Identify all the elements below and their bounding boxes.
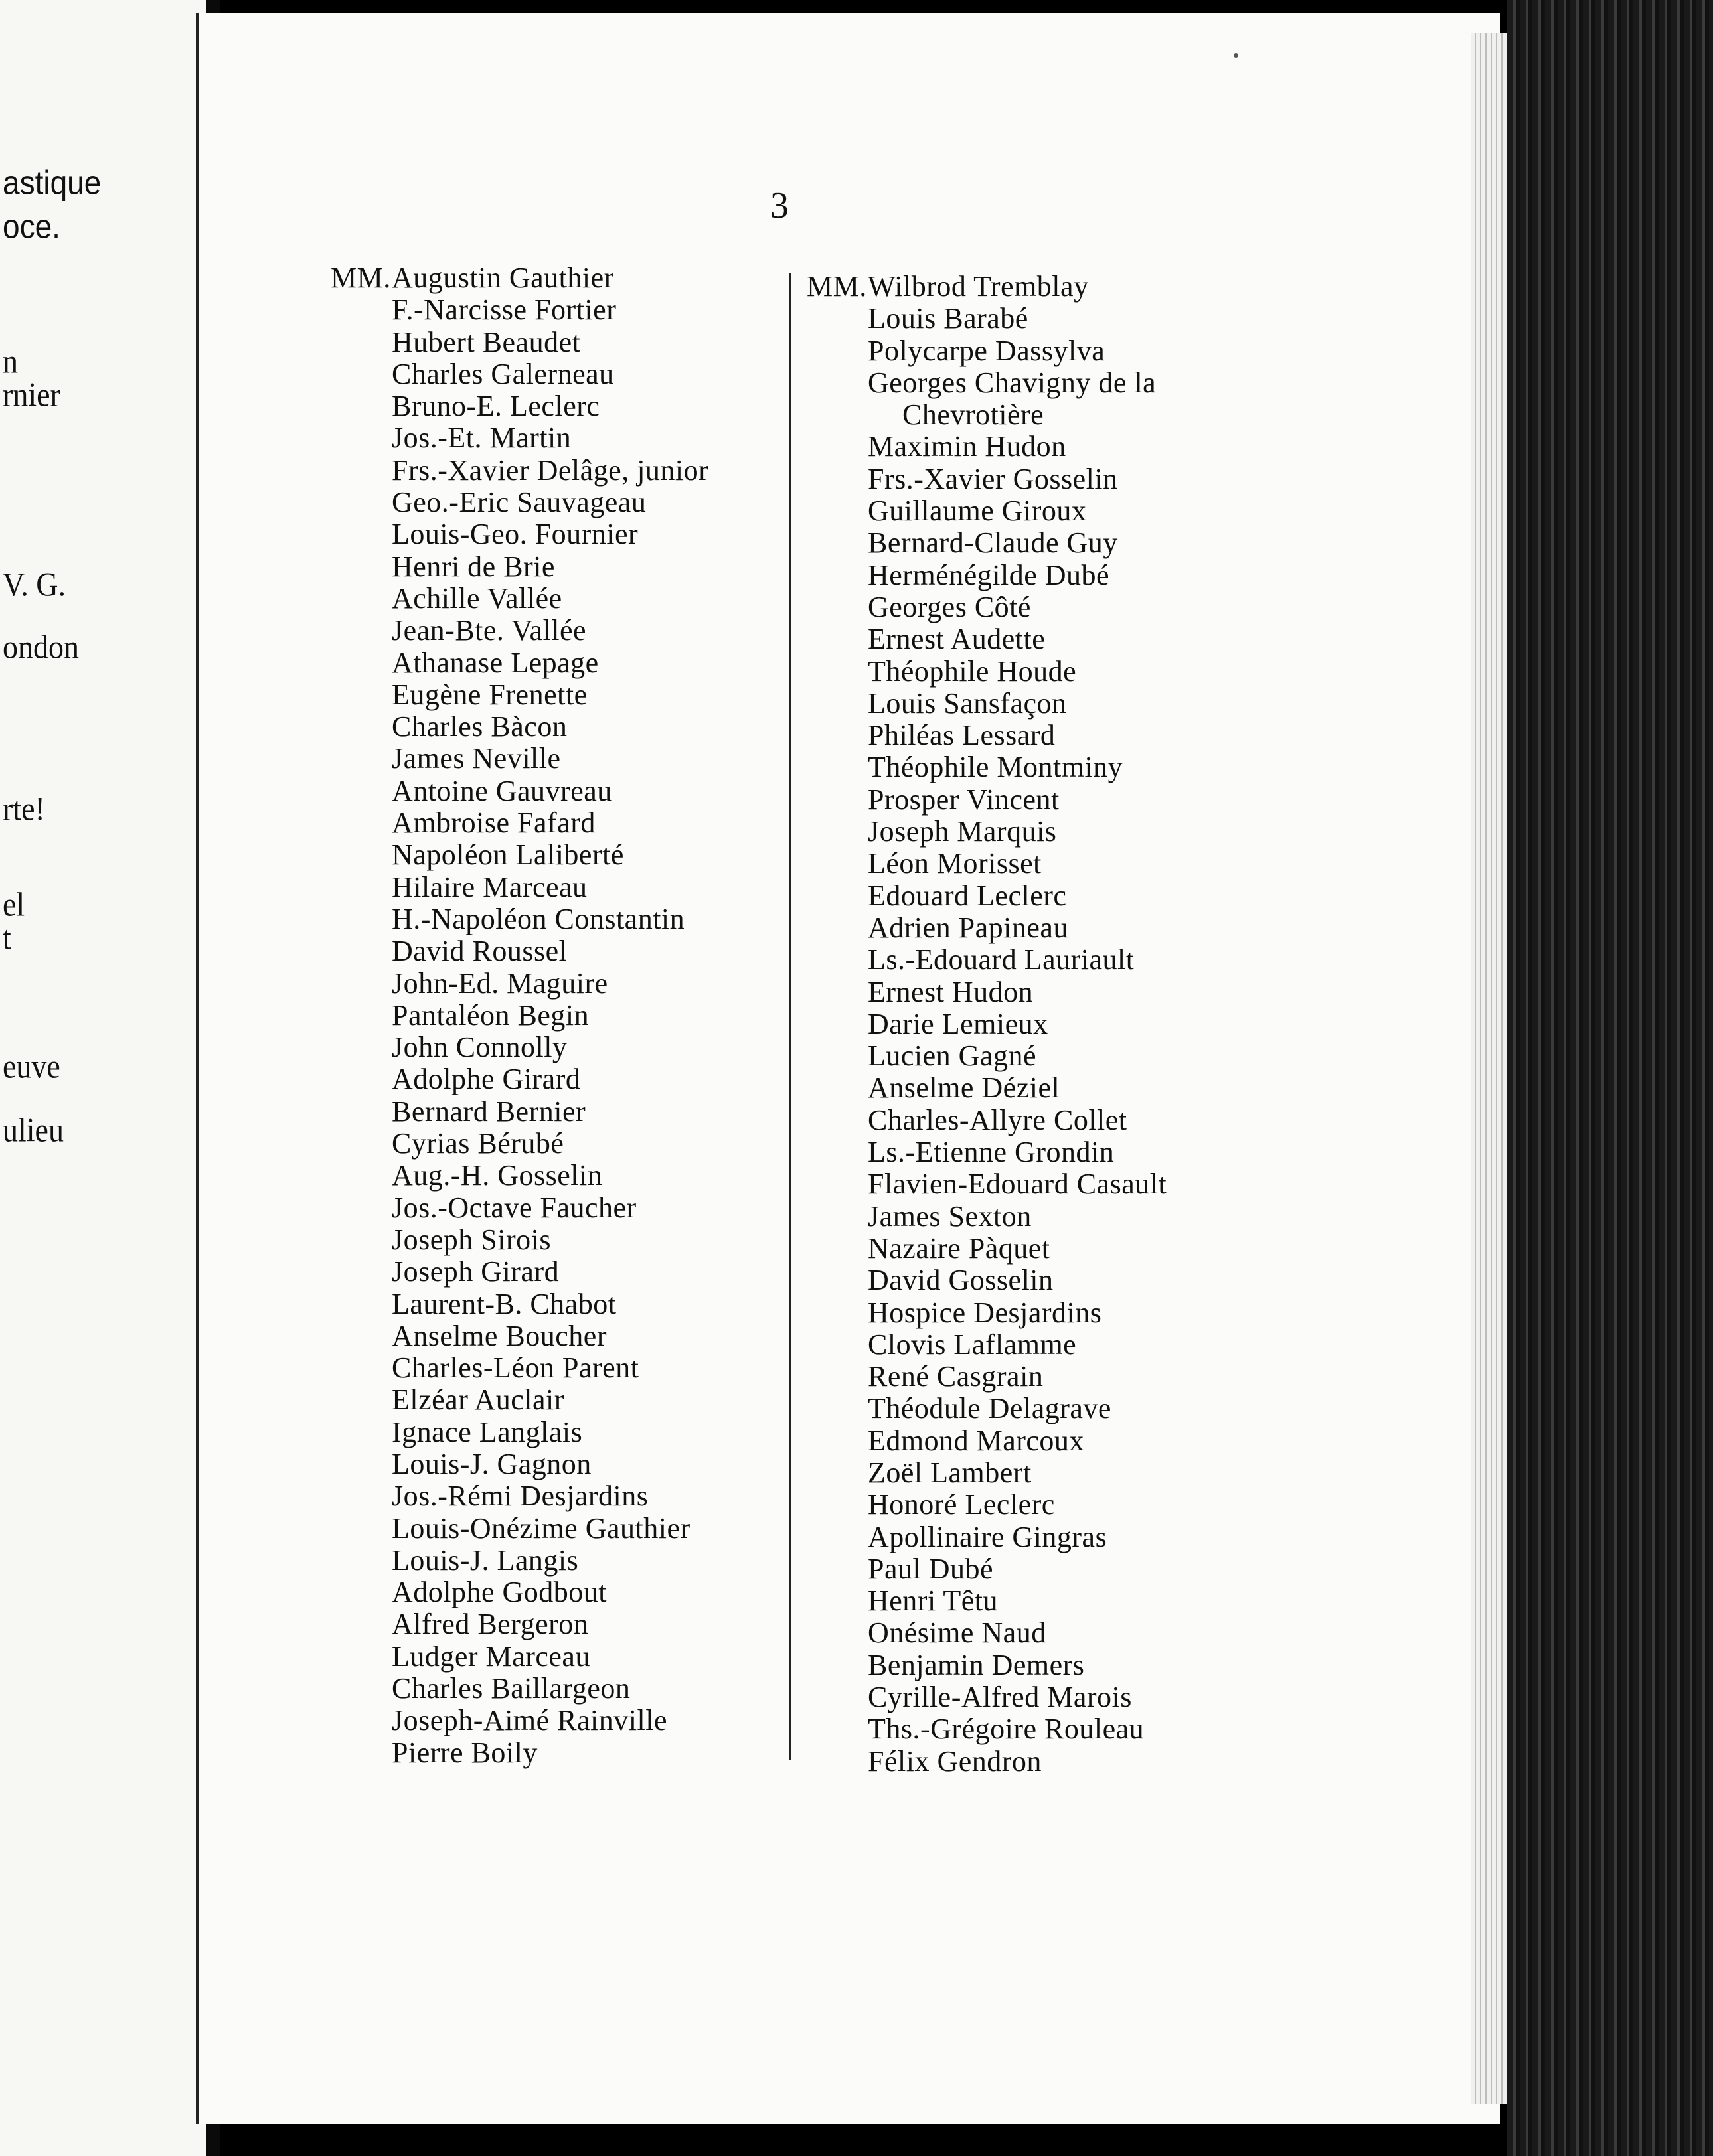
name-entry bbox=[331, 679, 708, 711]
name-entry bbox=[331, 1192, 708, 1224]
person-name: Théophile Houde bbox=[868, 654, 1077, 688]
name-entry bbox=[807, 303, 1167, 335]
person-name: Bernard Bernier bbox=[392, 1095, 586, 1128]
person-name: John Connolly bbox=[392, 1031, 568, 1064]
person-name: Joseph Marquis bbox=[868, 815, 1057, 848]
name-entry bbox=[807, 1425, 1167, 1457]
person-name: Eugène Frenette bbox=[392, 678, 588, 711]
person-name: Honoré Leclerc bbox=[868, 1488, 1055, 1521]
name-entry bbox=[807, 1265, 1167, 1296]
name-entry bbox=[807, 720, 1167, 751]
name-entry bbox=[807, 912, 1167, 944]
person-name: Charles Galerneau bbox=[392, 357, 614, 390]
person-name: Jos.-Et. Martin bbox=[392, 422, 572, 455]
name-entry bbox=[331, 327, 708, 358]
person-name: Polycarpe Dassylva bbox=[868, 334, 1105, 367]
person-name: Henri Têtu bbox=[868, 1584, 999, 1618]
person-name: Cyrias Bérubé bbox=[392, 1127, 564, 1160]
person-name: Anselme Déziel bbox=[868, 1071, 1060, 1105]
person-name: James Sexton bbox=[868, 1199, 1032, 1233]
person-name: Herménégilde Dubé bbox=[868, 558, 1110, 591]
name-entry bbox=[331, 1384, 708, 1416]
name-entry bbox=[807, 1072, 1167, 1104]
person-name: Ludger Marceau bbox=[392, 1640, 590, 1673]
person-name: Joseph Girard bbox=[392, 1255, 560, 1288]
name-entry bbox=[331, 390, 708, 422]
name-entry bbox=[807, 1329, 1167, 1361]
name-entry bbox=[331, 1673, 708, 1705]
name-entry bbox=[331, 711, 708, 743]
person-name: Jos.-Rémi Desjardins bbox=[392, 1480, 649, 1513]
name-entry bbox=[331, 487, 708, 518]
left-fragment: t bbox=[3, 919, 11, 957]
name-entry bbox=[331, 1448, 708, 1480]
name-entry bbox=[807, 1105, 1167, 1136]
name-entry bbox=[331, 872, 708, 903]
name-entry bbox=[807, 527, 1167, 559]
person-name: Clovis Laflamme bbox=[868, 1328, 1077, 1361]
name-entry bbox=[807, 784, 1167, 816]
name-entry bbox=[807, 944, 1167, 976]
person-name: Louis Sansfaçon bbox=[868, 686, 1067, 720]
person-name: Antoine Gauvreau bbox=[392, 774, 612, 807]
person-name: Georges Côté bbox=[868, 590, 1031, 623]
name-entry bbox=[331, 1128, 708, 1160]
left-fragment: ulieu bbox=[3, 1111, 64, 1149]
person-name: Ernest Hudon bbox=[868, 975, 1034, 1008]
person-name: F.-Narcisse Fortier bbox=[392, 293, 617, 327]
name-entry bbox=[331, 1545, 708, 1577]
left-fragment: oce. bbox=[3, 207, 60, 246]
name-entry bbox=[807, 976, 1167, 1008]
person-name: Anselme Boucher bbox=[392, 1319, 607, 1352]
person-name: Georges Chavigny de la bbox=[868, 366, 1157, 399]
name-entry bbox=[807, 1457, 1167, 1489]
name-entry bbox=[807, 623, 1167, 655]
name-entry bbox=[331, 551, 708, 583]
person-name: John-Ed. Maguire bbox=[392, 966, 608, 1000]
name-entry bbox=[807, 1489, 1167, 1521]
person-name: Prosper Vincent bbox=[868, 783, 1060, 816]
person-name: Achille Vallée bbox=[392, 581, 562, 615]
name-entry bbox=[331, 1352, 708, 1384]
name-entry bbox=[807, 1393, 1167, 1424]
name-entry bbox=[331, 1705, 708, 1736]
honorific-prefix: MM. bbox=[331, 262, 391, 294]
name-entry bbox=[807, 1585, 1167, 1617]
name-entry bbox=[807, 1713, 1167, 1745]
name-entry bbox=[331, 1032, 708, 1063]
left-fragment: ondon bbox=[3, 628, 79, 666]
person-name: Charles Bàcon bbox=[392, 710, 568, 743]
name-entry bbox=[331, 839, 708, 871]
person-name: Adolphe Girard bbox=[392, 1063, 581, 1096]
name-entry bbox=[807, 591, 1167, 623]
name-entry bbox=[807, 1617, 1167, 1649]
name-entry bbox=[807, 1008, 1167, 1040]
person-name: Louis-J. Gagnon bbox=[392, 1447, 592, 1480]
person-name: Maximin Hudon bbox=[868, 430, 1066, 463]
person-name: Adolphe Godbout bbox=[392, 1576, 608, 1609]
person-name: Hospice Desjardins bbox=[868, 1296, 1102, 1329]
left-fragment: el bbox=[3, 886, 25, 923]
name-entry bbox=[807, 399, 1167, 431]
person-name: Jean-Bte. Vallée bbox=[392, 614, 587, 647]
person-name: Pantaléon Begin bbox=[392, 998, 590, 1032]
name-entry bbox=[807, 1553, 1167, 1585]
name-entry bbox=[331, 968, 708, 1000]
name-entry bbox=[807, 688, 1167, 720]
name-entry bbox=[807, 1297, 1167, 1329]
name-entry bbox=[807, 751, 1167, 783]
name-entry bbox=[331, 294, 708, 326]
person-name: James Neville bbox=[392, 742, 561, 775]
speck bbox=[1234, 53, 1238, 58]
name-entry bbox=[807, 1746, 1167, 1778]
person-name: Louis-J. Langis bbox=[392, 1543, 579, 1577]
person-name: Cyrille-Alfred Marois bbox=[868, 1681, 1132, 1714]
name-entry bbox=[807, 1040, 1167, 1072]
name-entry bbox=[807, 1233, 1167, 1265]
person-name: Elzéar Auclair bbox=[392, 1383, 564, 1417]
person-name: David Roussel bbox=[392, 935, 568, 968]
person-name: Chevrotière bbox=[902, 398, 1044, 431]
name-entry bbox=[331, 455, 708, 487]
person-name: Ths.-Grégoire Rouleau bbox=[868, 1713, 1145, 1746]
person-name: Frs.-Xavier Delâge, junior bbox=[392, 453, 709, 487]
column-divider bbox=[789, 273, 791, 1760]
name-entry bbox=[807, 656, 1167, 688]
name-entry bbox=[807, 367, 1167, 399]
person-name: Lucien Gagné bbox=[868, 1040, 1036, 1073]
name-entry bbox=[807, 431, 1167, 463]
name-entry bbox=[331, 1608, 708, 1640]
name-entry bbox=[807, 848, 1167, 880]
name-entry bbox=[331, 1320, 708, 1352]
name-entry bbox=[331, 1160, 708, 1192]
person-name: Henri de Brie bbox=[392, 550, 555, 583]
person-name: Edmond Marcoux bbox=[868, 1424, 1084, 1457]
name-entry bbox=[331, 935, 708, 967]
name-entry bbox=[331, 743, 708, 775]
name-entry bbox=[331, 1288, 708, 1320]
name-entry bbox=[331, 1480, 708, 1512]
name-entry bbox=[331, 1417, 708, 1448]
name-entry bbox=[807, 271, 1167, 303]
name-entry bbox=[807, 1681, 1167, 1713]
left-fragment: euve bbox=[3, 1047, 60, 1085]
person-name: Athanase Lepage bbox=[392, 646, 599, 679]
person-name: Théophile Montminy bbox=[868, 751, 1123, 784]
person-name: Zoël Lambert bbox=[868, 1456, 1032, 1489]
person-name: Paul Dubé bbox=[868, 1552, 994, 1585]
name-entry bbox=[807, 1521, 1167, 1553]
name-entry bbox=[331, 615, 708, 647]
person-name: Apollinaire Gingras bbox=[868, 1520, 1107, 1553]
person-name: Charles Baillargeon bbox=[392, 1672, 631, 1705]
name-entry bbox=[331, 583, 708, 615]
person-name: Louis Barabé bbox=[868, 302, 1028, 335]
name-entry bbox=[331, 1513, 708, 1545]
name-entry bbox=[331, 1641, 708, 1673]
person-name: Ernest Audette bbox=[868, 623, 1046, 656]
name-entry bbox=[807, 1650, 1167, 1681]
person-name: Benjamin Demers bbox=[868, 1648, 1085, 1681]
person-name: Ignace Langlais bbox=[392, 1415, 583, 1448]
person-name: René Casgrain bbox=[868, 1360, 1044, 1393]
person-name: Bernard-Claude Guy bbox=[868, 526, 1118, 560]
left-fragment: rte! bbox=[3, 790, 45, 828]
person-name: Napoléon Laliberté bbox=[392, 838, 624, 872]
left-facing-page bbox=[0, 0, 206, 2156]
person-name: Jos.-Octave Faucher bbox=[392, 1191, 637, 1224]
left-fragment: rnier bbox=[3, 376, 60, 414]
person-name: Léon Morisset bbox=[868, 847, 1042, 880]
person-name: David Gosselin bbox=[868, 1264, 1054, 1297]
person-name: Laurent-B. Chabot bbox=[392, 1287, 617, 1320]
name-entry bbox=[331, 262, 708, 294]
person-name: Adrien Papineau bbox=[868, 911, 1068, 944]
person-name: Edouard Leclerc bbox=[868, 879, 1067, 912]
person-name: H.-Napoléon Constantin bbox=[392, 902, 685, 935]
left-fragment: astique bbox=[3, 163, 102, 202]
name-entry bbox=[331, 647, 708, 679]
name-entry bbox=[331, 1063, 708, 1095]
person-name: Nazaire Pàquet bbox=[868, 1231, 1050, 1265]
person-name: Guillaume Giroux bbox=[868, 495, 1087, 528]
person-name: Hilaire Marceau bbox=[392, 870, 588, 903]
book-page-stack bbox=[1507, 0, 1713, 2156]
person-name: Bruno-E. Leclerc bbox=[392, 390, 600, 423]
page-number: 3 bbox=[770, 185, 789, 226]
name-entry bbox=[331, 422, 708, 454]
name-column-left bbox=[331, 262, 708, 1769]
name-entry bbox=[807, 463, 1167, 495]
name-entry bbox=[807, 495, 1167, 527]
name-entry bbox=[807, 1201, 1167, 1233]
name-entry bbox=[807, 1168, 1167, 1200]
person-name: Louis-Geo. Fournier bbox=[392, 518, 639, 551]
person-name: Ambroise Fafard bbox=[392, 807, 596, 840]
person-name: Aug.-H. Gosselin bbox=[392, 1159, 603, 1192]
name-entry bbox=[331, 807, 708, 839]
person-name: Augustin Gauthier bbox=[392, 262, 614, 294]
name-entry bbox=[331, 518, 708, 550]
name-entry bbox=[807, 816, 1167, 848]
name-entry bbox=[807, 1136, 1167, 1168]
person-name: Geo.-Eric Sauvageau bbox=[392, 486, 647, 519]
person-name: Flavien-Edouard Casault bbox=[868, 1168, 1167, 1201]
person-name: Charles-Allyre Collet bbox=[868, 1103, 1127, 1136]
person-name: Wilbrod Tremblay bbox=[868, 270, 1089, 303]
name-entry bbox=[807, 880, 1167, 912]
person-name: Ls.-Etienne Grondin bbox=[868, 1136, 1115, 1169]
name-entry bbox=[331, 775, 708, 807]
name-entry bbox=[331, 1256, 708, 1288]
person-name: Pierre Boily bbox=[392, 1736, 538, 1769]
person-name: Hubert Beaudet bbox=[392, 325, 581, 358]
person-name: Joseph-Aimé Rainville bbox=[392, 1704, 667, 1737]
person-name: Félix Gendron bbox=[868, 1744, 1042, 1778]
person-name: Alfred Bergeron bbox=[392, 1608, 589, 1641]
name-entry bbox=[331, 1096, 708, 1128]
person-name: Frs.-Xavier Gosselin bbox=[868, 462, 1118, 495]
person-name: Charles-Léon Parent bbox=[392, 1351, 639, 1385]
person-name: Louis-Onézime Gauthier bbox=[392, 1511, 691, 1545]
name-entry bbox=[331, 1737, 708, 1769]
person-name: Joseph Sirois bbox=[392, 1223, 551, 1256]
left-fragment: V. G. bbox=[3, 566, 66, 603]
person-name: Philéas Lessard bbox=[868, 719, 1056, 752]
honorific-prefix: MM. bbox=[807, 270, 867, 303]
name-entry bbox=[807, 560, 1167, 591]
name-entry bbox=[807, 1361, 1167, 1393]
name-entry bbox=[331, 903, 708, 935]
name-entry bbox=[331, 1000, 708, 1032]
person-name: Onésime Naud bbox=[868, 1616, 1046, 1650]
person-name: Darie Lemieux bbox=[868, 1007, 1048, 1040]
name-entry bbox=[807, 335, 1167, 367]
name-column-right bbox=[807, 271, 1167, 1778]
left-fragment: n bbox=[3, 343, 18, 380]
name-entry bbox=[331, 358, 708, 390]
name-entry bbox=[331, 1224, 708, 1256]
name-entry bbox=[331, 1577, 708, 1608]
person-name: Ls.-Edouard Lauriault bbox=[868, 943, 1135, 976]
person-name: Théodule Delagrave bbox=[868, 1392, 1111, 1425]
